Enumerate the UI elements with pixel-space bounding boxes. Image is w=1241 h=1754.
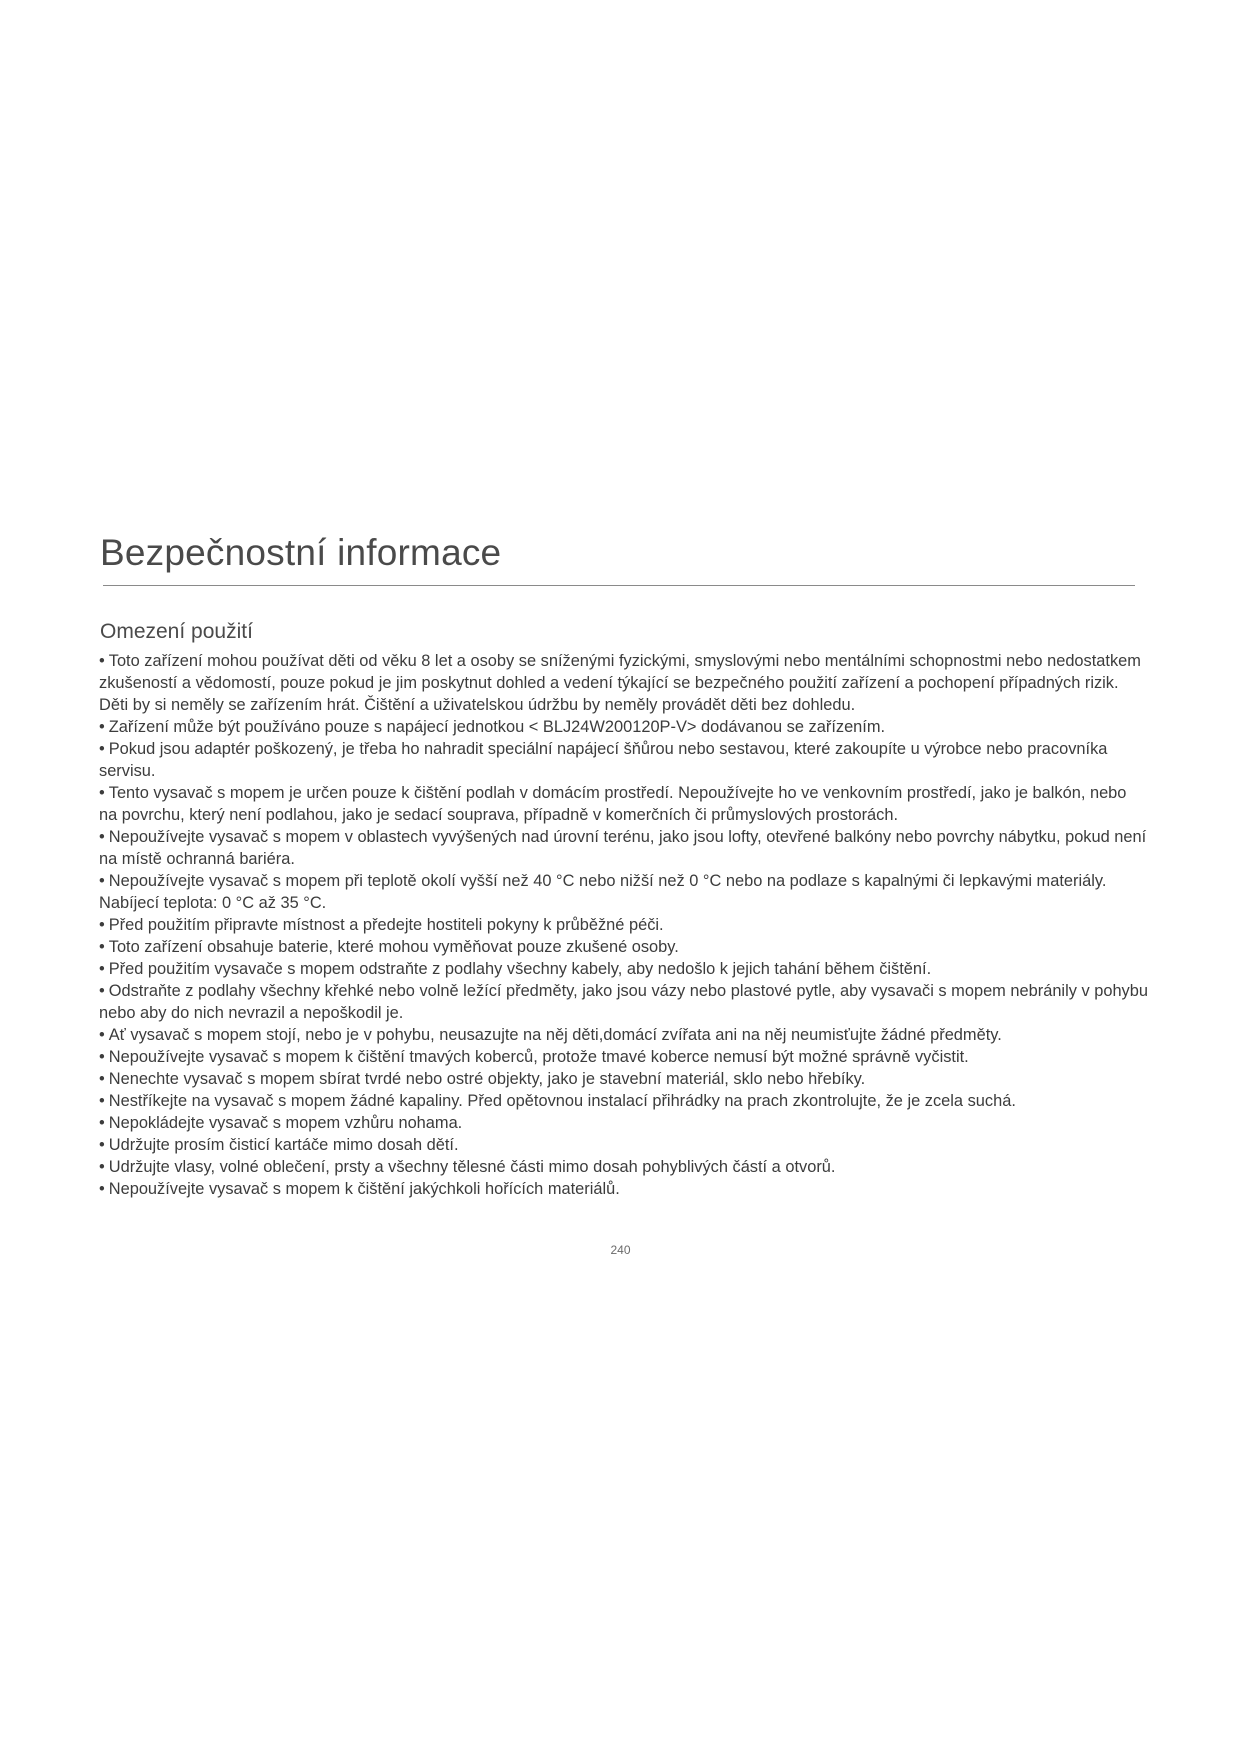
bullet-item: • Ať vysavač s mopem stojí, nebo je v pohybu, neusazujte na něj děti,domácí zvířata ani na něj neumisťujte žádné předměty. [99,1024,1149,1046]
bullet-item: • Nepoužívejte vysavač s mopem v oblastech vyvýšených nad úrovní terénu, jako jsou lofty, otevřené balkóny nebo povrchy nábytku, pokud není na místě ochranná bariéra. [99,826,1149,870]
bullet-item: • Toto zařízení obsahuje baterie, které mohou vyměňovat pouze zkušené osoby. [99,936,1149,958]
bullet-item: • Nestříkejte na vysavač s mopem žádné kapaliny. Před opětovnou instalací přihrádky na prach zkontrolujte, že je zcela suchá. [99,1090,1149,1112]
bullet-item: • Udržujte vlasy, volné oblečení, prsty a všechny tělesné části mimo dosah pohyblivých částí a otvorů. [99,1156,1149,1178]
bullet-item: • Nepoužívejte vysavač s mopem k čištění tmavých koberců, protože tmavé koberce nemusí být možné správně vyčistit. [99,1046,1149,1068]
title-divider [103,585,1135,586]
bullet-item: • Odstraňte z podlahy všechny křehké nebo volně ležící předměty, jako jsou vázy nebo plastové pytle, aby vysavači s mopem nebránily v pohybu nebo aby do nich nevrazil a nepoškodil je. [99,980,1149,1024]
bullet-item: • Nepoužívejte vysavač s mopem k čištění jakýchkoli hořících materiálů. [99,1178,1149,1200]
bullet-item: • Pokud jsou adaptér poškozený, je třeba ho nahradit speciální napájecí šňůrou nebo sestavou, které zakoupíte u výrobce nebo pracovníka servisu. [99,738,1149,782]
bullet-item: • Zařízení může být používáno pouze s napájecí jednotkou < BLJ24W200120P-V> dodávanou se zařízením. [99,716,1149,738]
bullet-item: • Před použitím připravte místnost a předejte hostiteli pokyny k průběžné péči. [99,914,1149,936]
bullet-item: • Před použitím vysavače s mopem odstraňte z podlahy všechny kabely, aby nedošlo k jejich tahání během čištění. [99,958,1149,980]
section-title: Bezpečnostní informace [100,532,502,573]
subsection-title: Omezení použití [100,620,253,643]
bullet-item: • Nepokládejte vysavač s mopem vzhůru nohama. [99,1112,1149,1134]
page-number: 240 [610,1243,631,1257]
bullet-item: • Udržujte prosím čisticí kartáče mimo dosah dětí. [99,1134,1149,1156]
bullet-item: • Nenechte vysavač s mopem sbírat tvrdé nebo ostré objekty, jako je stavební materiál, sklo nebo hřebíky. [99,1068,1149,1090]
bullet-item: • Tento vysavač s mopem je určen pouze k čištění podlah v domácím prostředí. Nepoužívejte ho ve venkovním prostředí, jako je balkón, nebo na povrchu, který není podlahou, jako je sedací souprava, případně v komerčních či průmyslových prostorách. [99,782,1149,826]
safety-bullet-list [99,650,1149,1200]
bullet-item: • Toto zařízení mohou používat děti od věku 8 let a osoby se sníženými fyzickými, smyslovými nebo mentálními schopnostmi nebo nedostatkem zkušeností a vědomostí, pouze pokud je jim poskytnut dohled a vedení týkající se bezpečného použití zařízení a pochopení případných rizik. Děti by si neměly se zařízením hrát. Čištění a uživatelskou údržbu by neměly provádět děti bez dohledu. [99,650,1149,716]
bullet-item: • Nepoužívejte vysavač s mopem při teplotě okolí vyšší než 40 °C nebo nižší než 0 °C nebo na podlaze s kapalnými či lepkavými materiály. Nabíjecí teplota: 0 °C až 35 °C. [99,870,1149,914]
